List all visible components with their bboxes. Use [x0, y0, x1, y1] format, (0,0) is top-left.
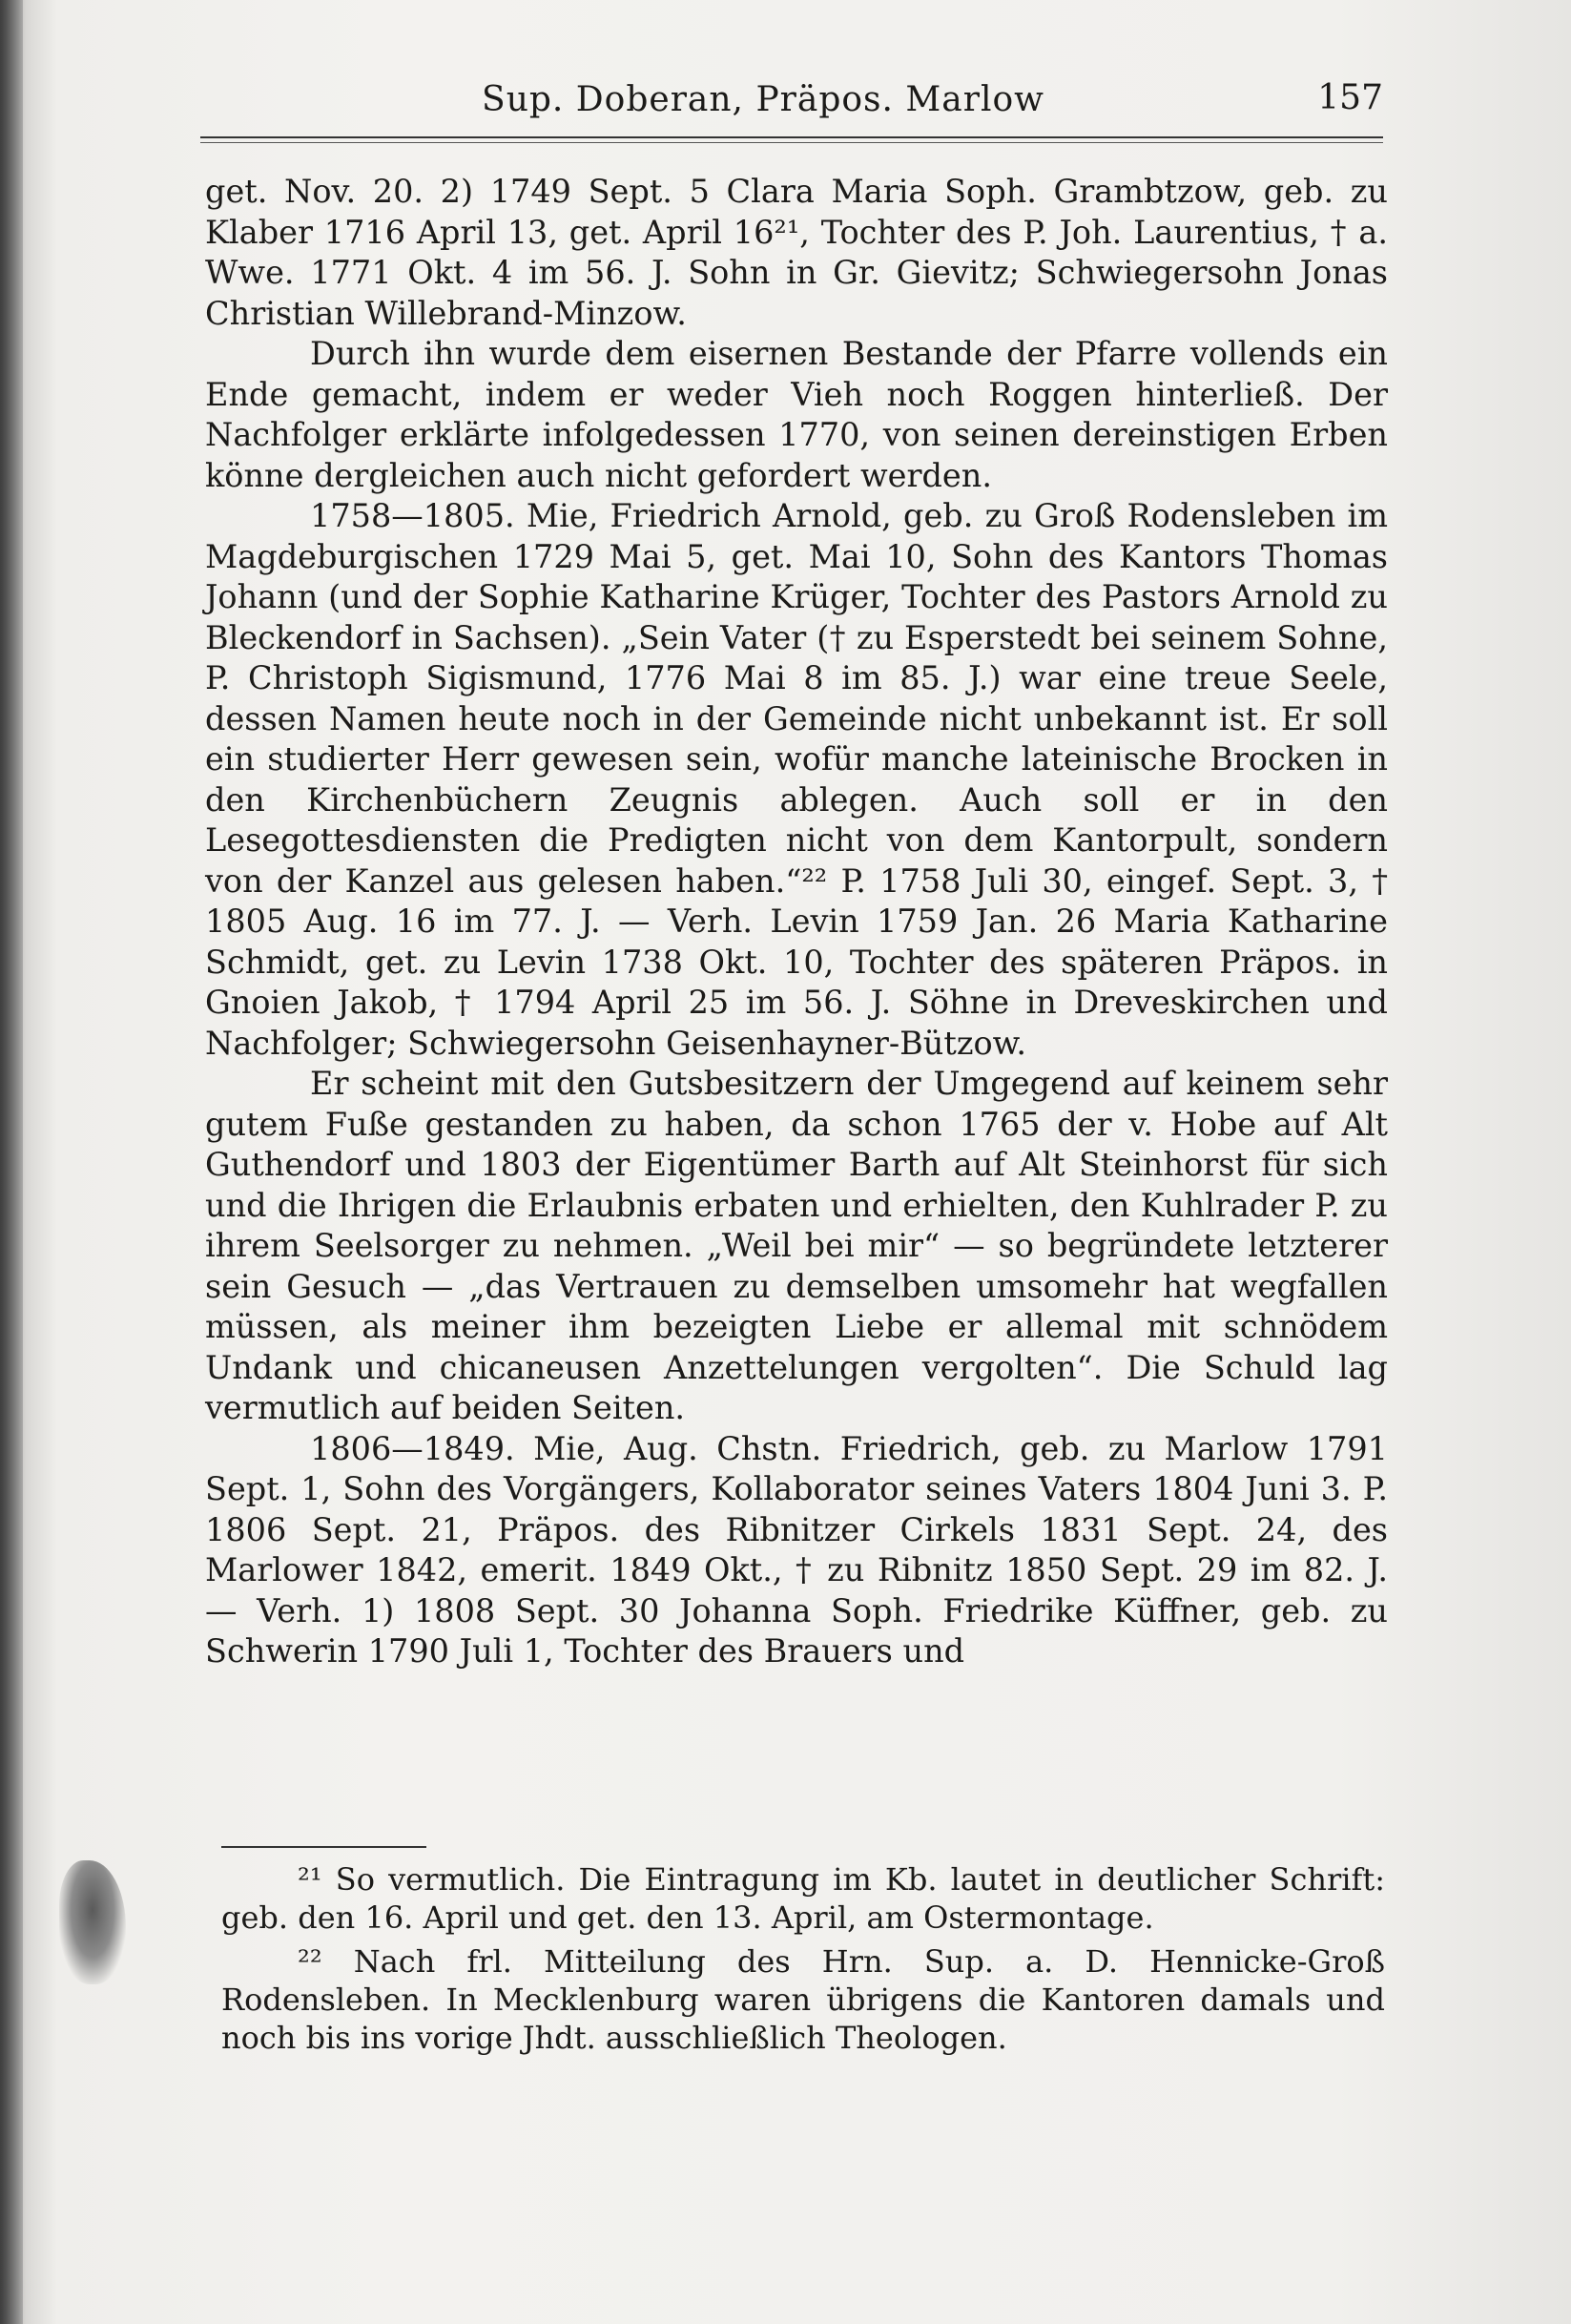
- running-head: Sup. Doberan, Präpos. Marlow: [482, 80, 1044, 119]
- paragraph: Durch ihn wurde dem eisernen Bestande der Pfarre vollends ein Ende gemacht, indem er weder Vieh noch Roggen hinterließ. Der Nachfolger erklärte infolgedessen 1770, von seinen dereinstigen Erben könne dergleichen auch nicht gefordert werden.: [205, 335, 1388, 494]
- book-spine-shadow: [0, 0, 23, 2324]
- page-header: [200, 74, 1383, 132]
- header-rule: [200, 136, 1383, 138]
- footnote-rule: [221, 1846, 426, 1848]
- paragraph: Er scheint mit den Gutsbesitzern der Umgegend auf keinem sehr gutem Fuße gestanden zu haben, da schon 1765 der v. Hobe auf Alt Guthendorf und 1803 der Eigentümer Barth auf Alt Steinhorst für sich und die Ihrigen die Erlaubnis erbaten und erhielten, den Kuhlrader P. zu ihrem Seelsorger zu nehmen. „Weil bei mir“ — so begründete letzterer sein Gesuch — „das Vertrauen zu demselben umsomehr hat wegfallen müssen, als meiner ihm bezeigten Liebe er allemal mit schnödem Undank und chicaneusen Anzettelungen vergolten“. Die Schuld lag vermutlich auf beiden Seiten.: [205, 1065, 1388, 1426]
- footnote-21: ²¹ So vermutlich. Die Eintragung im Kb. lautet in deutlicher Schrift: geb. den 16. April und get. den 13. April, am Ostermontage.: [221, 1861, 1385, 1936]
- main-text: [205, 172, 1388, 1672]
- paper-stain: [59, 1860, 126, 1984]
- page-number: 157: [1317, 78, 1383, 117]
- paragraph: get. Nov. 20. 2) 1749 Sept. 5 Clara Maria Soph. Grambtzow, geb. zu Klaber 1716 April 13, get. April 16²¹, Tochter des P. Joh. Laurentius, † a. Wwe. 1771 Okt. 4 im 56. J. Sohn in Gr. Gievitz; Schwiegersohn Jonas Christian Willebrand-Minzow.: [205, 173, 1388, 332]
- paragraph: 1758—1805. Mie, Friedrich Arnold, geb. zu Groß Rodensleben im Magdeburgischen 1729 Mai 5, get. Mai 10, Sohn des Kantors Thomas Johann (und der Sophie Katharine Krüger, Tochter des Pastors Arnold zu Bleckendorf in Sachsen). „Sein Vater († zu Esperstedt bei seinem Sohne, P. Christoph Sigismund, 1776 Mai 8 im 85. J.) war eine treue Seele, dessen Namen heute noch in der Gemeinde nicht unbekannt ist. Er soll ein studierter Herr gewesen sein, wofür manche lateinische Brocken in den Kirchenbüchern Zeugnis ablegen. Auch soll er in den Lesegottesdiensten die Predigten nicht von dem Kantorpult, sondern von der Kanzel aus gelesen haben.“²² P. 1758 Juli 30, eingef. Sept. 3, † 1805 Aug. 16 im 77. J. — Verh. Levin 1759 Jan. 26 Maria Katharine Schmidt, get. zu Levin 1738 Okt. 10, Tochter des späteren Präpos. in Gnoien Jakob, † 1794 April 25 im 56. J. Söhne in Dreveskirchen und Nachfolger; Schwiegersohn Geisenhayner-Bützow.: [205, 497, 1388, 1062]
- header-rule-thin: [200, 142, 1383, 143]
- paragraph: 1806—1849. Mie, Aug. Chstn. Friedrich, geb. zu Marlow 1791 Sept. 1, Sohn des Vorgängers, Kollaborator seines Vaters 1804 Juni 3. P. 1806 Sept. 21, Präpos. des Ribnitzer Cirkels 1831 Sept. 24, des Marlower 1842, emerit. 1849 Okt., † zu Ribnitz 1850 Sept. 29 im 82. J. — Verh. 1) 1808 Sept. 30 Johanna Soph. Friedrike Küffner, geb. zu Schwerin 1790 Juli 1, Tochter des Brauers und: [205, 1429, 1388, 1670]
- footnotes: [221, 1860, 1385, 2063]
- footnote-22: ²² Nach frl. Mitteilung des Hrn. Sup. a. D. Hennicke-Groß Rodensleben. In Mecklenburg waren übrigens die Kantoren damals und noch bis ins vorige Jhdt. ausschließlich Theologen.: [221, 1943, 1385, 2056]
